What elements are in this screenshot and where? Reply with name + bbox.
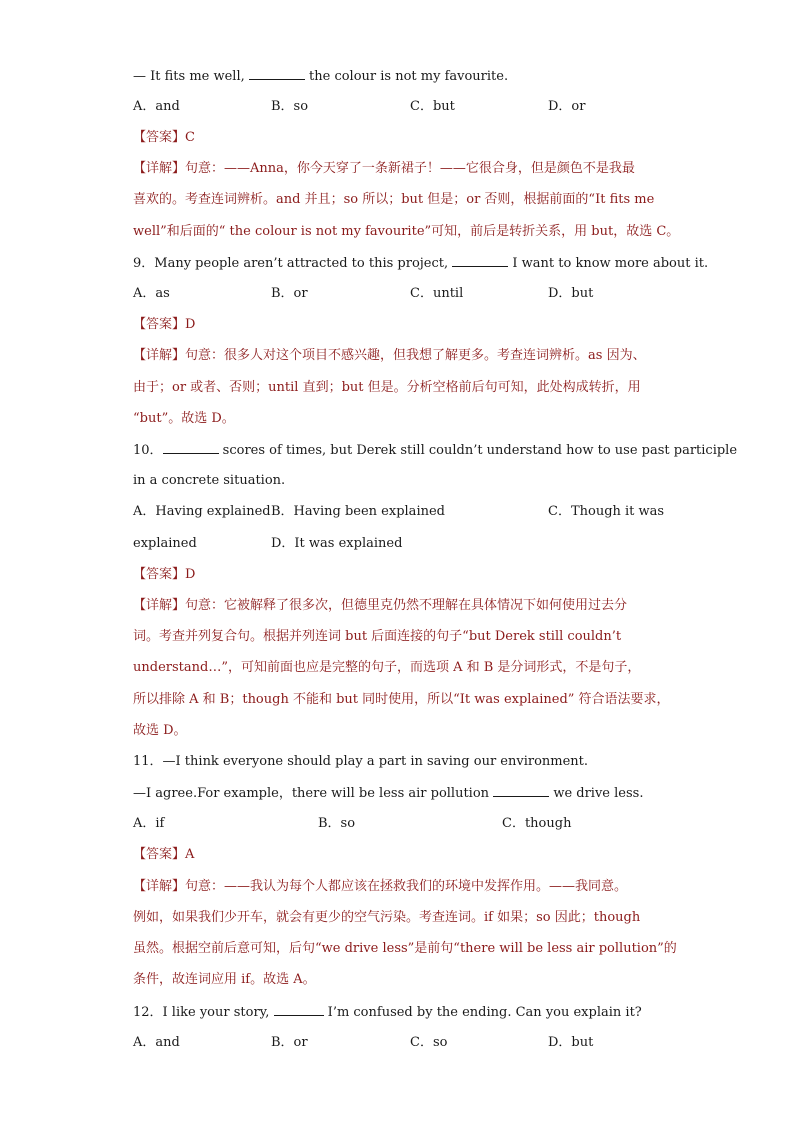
q8-option-b: B．so: [271, 99, 309, 114]
q9-option-a: A．as: [133, 286, 170, 301]
answer-value: D: [185, 567, 196, 582]
q8-option-c: C．but: [410, 99, 455, 114]
q8-option-d: D．or: [548, 99, 586, 114]
q9-stem: [133, 254, 709, 273]
q8-answer: [133, 129, 663, 147]
stem-text: scores of times, but Derek still couldn’t understand how to use past participle: [218, 443, 738, 458]
detail-tag: 【详解】: [133, 598, 186, 613]
q9-option-b: B．or: [271, 286, 308, 301]
q12-option-a: A．and: [133, 1035, 180, 1050]
detail-text: 句意：它被解释了很多次，但德里克仍然不理解在具体情况下如何使用过去分: [185, 598, 628, 613]
q10-stem-line-2: in a concrete situation.: [133, 473, 286, 488]
q10-answer: [133, 566, 663, 584]
q12-option-d: D．but: [548, 1035, 594, 1050]
q11-stem-line-2: [133, 784, 663, 803]
q11-detail-line-4: 条件，故连词应用 if。故选 A。: [133, 972, 316, 987]
q8-detail-line-2: 喜欢的。考查连词辨析。and 并且；so 所以；but 但是；or 否则，根据前面的“It fits me: [133, 192, 655, 207]
stem-text: —I agree.For example，there will be less air pollution: [133, 786, 494, 801]
q11-option-a: A．if: [133, 816, 165, 831]
q10-option-c-continued: explained: [133, 536, 197, 551]
q12-option-b: B．or: [271, 1035, 308, 1050]
answer-tag: 【答案】: [133, 317, 186, 332]
answer-value: A: [185, 847, 195, 862]
stem-text: the colour is not my favourite.: [304, 69, 509, 84]
q10-detail-line-3: understand…”，可知前面也应是完整的句子，而选项 A 和 B 是分词形式，不是句子，: [133, 660, 641, 675]
answer-blank: [274, 1003, 324, 1016]
q10-option-a: A．Having explained: [133, 504, 271, 519]
detail-text: 句意：——我认为每个人都应该在拯救我们的环境中发挥作用。——我同意。: [185, 879, 628, 894]
stem-text: 12．I like your story,: [133, 1005, 274, 1020]
answer-blank: [452, 254, 508, 267]
q10-detail-line-5: 故选 D。: [133, 723, 187, 738]
q11-option-c: C．though: [502, 816, 572, 831]
answer-value: C: [185, 130, 195, 145]
answer-blank: [163, 441, 219, 454]
q12-stem: [133, 1003, 663, 1022]
detail-tag: 【详解】: [133, 161, 186, 176]
stem-text: 9．Many people aren’t attracted to this project,: [133, 256, 453, 271]
q10-option-b: B．Having been explained: [271, 504, 445, 519]
stem-text: 10．: [133, 443, 163, 458]
answer-tag: 【答案】: [133, 130, 186, 145]
q8-detail-line-1: [133, 160, 663, 178]
detail-tag: 【详解】: [133, 348, 186, 363]
q10-detail-line-1: [133, 597, 663, 615]
detail-text: 句意：很多人对这个项目不感兴趣，但我想了解更多。考查连词辨析。as 因为、: [185, 348, 646, 363]
q11-stem-line-1: 11．—I think everyone should play a part in saving our environment.: [133, 754, 589, 769]
q10-detail-line-2: 词。考查并列复合句。根据并列连词 but 后面连接的句子“but Derek still couldn’t: [133, 629, 622, 644]
answer-blank: [249, 67, 305, 80]
stem-text: I want to know more about it.: [508, 256, 709, 271]
answer-tag: 【答案】: [133, 847, 186, 862]
answer-tag: 【答案】: [133, 567, 186, 582]
q11-detail-line-1: [133, 878, 663, 896]
answer-value: D: [185, 317, 196, 332]
q11-detail-line-2: 例如，如果我们少开车，就会有更少的空气污染。考查连词。if 如果；so 因此；though: [133, 910, 641, 925]
stem-text: we drive less.: [549, 786, 644, 801]
q10-option-d: D．It was explained: [271, 536, 403, 551]
q9-detail-line-3: “but”。故选 D。: [133, 411, 235, 426]
q10-option-c: C．Though it was: [548, 504, 665, 519]
q8-stem: [133, 67, 663, 86]
q9-option-d: D．but: [548, 286, 594, 301]
q10-stem: [133, 441, 738, 460]
q9-detail-line-2: 由于；or 或者、否则；until 直到；but 但是。分析空格前后句可知，此处构成转折，用: [133, 380, 641, 395]
stem-text: — It fits me well,: [133, 69, 249, 84]
answer-blank: [493, 784, 549, 797]
q12-option-c: C．so: [410, 1035, 448, 1050]
q10-detail-line-4: 所以排除 A 和 B；though 不能和 but 同时使用，所以“It was explained” 符合语法要求，: [133, 692, 670, 707]
q11-option-b: B．so: [318, 816, 356, 831]
stem-text: I’m confused by the ending. Can you explain it?: [323, 1005, 642, 1020]
q11-detail-line-3: 虽然。根据空前后意可知，后句“we drive less”是前句“there will be less air pollution”的: [133, 941, 677, 956]
detail-tag: 【详解】: [133, 879, 186, 894]
detail-text: 句意：——Anna，你今天穿了一条新裙子！——它很合身，但是颜色不是我最: [185, 161, 635, 176]
q8-detail-line-3: well”和后面的“ the colour is not my favourite”可知，前后是转折关系，用 but，故选 C。: [133, 224, 680, 239]
q9-detail-line-1: [133, 347, 663, 365]
q9-option-c: C．until: [410, 286, 464, 301]
q9-answer: [133, 316, 663, 334]
q11-answer: [133, 846, 663, 864]
q8-option-a: A．and: [133, 99, 180, 114]
